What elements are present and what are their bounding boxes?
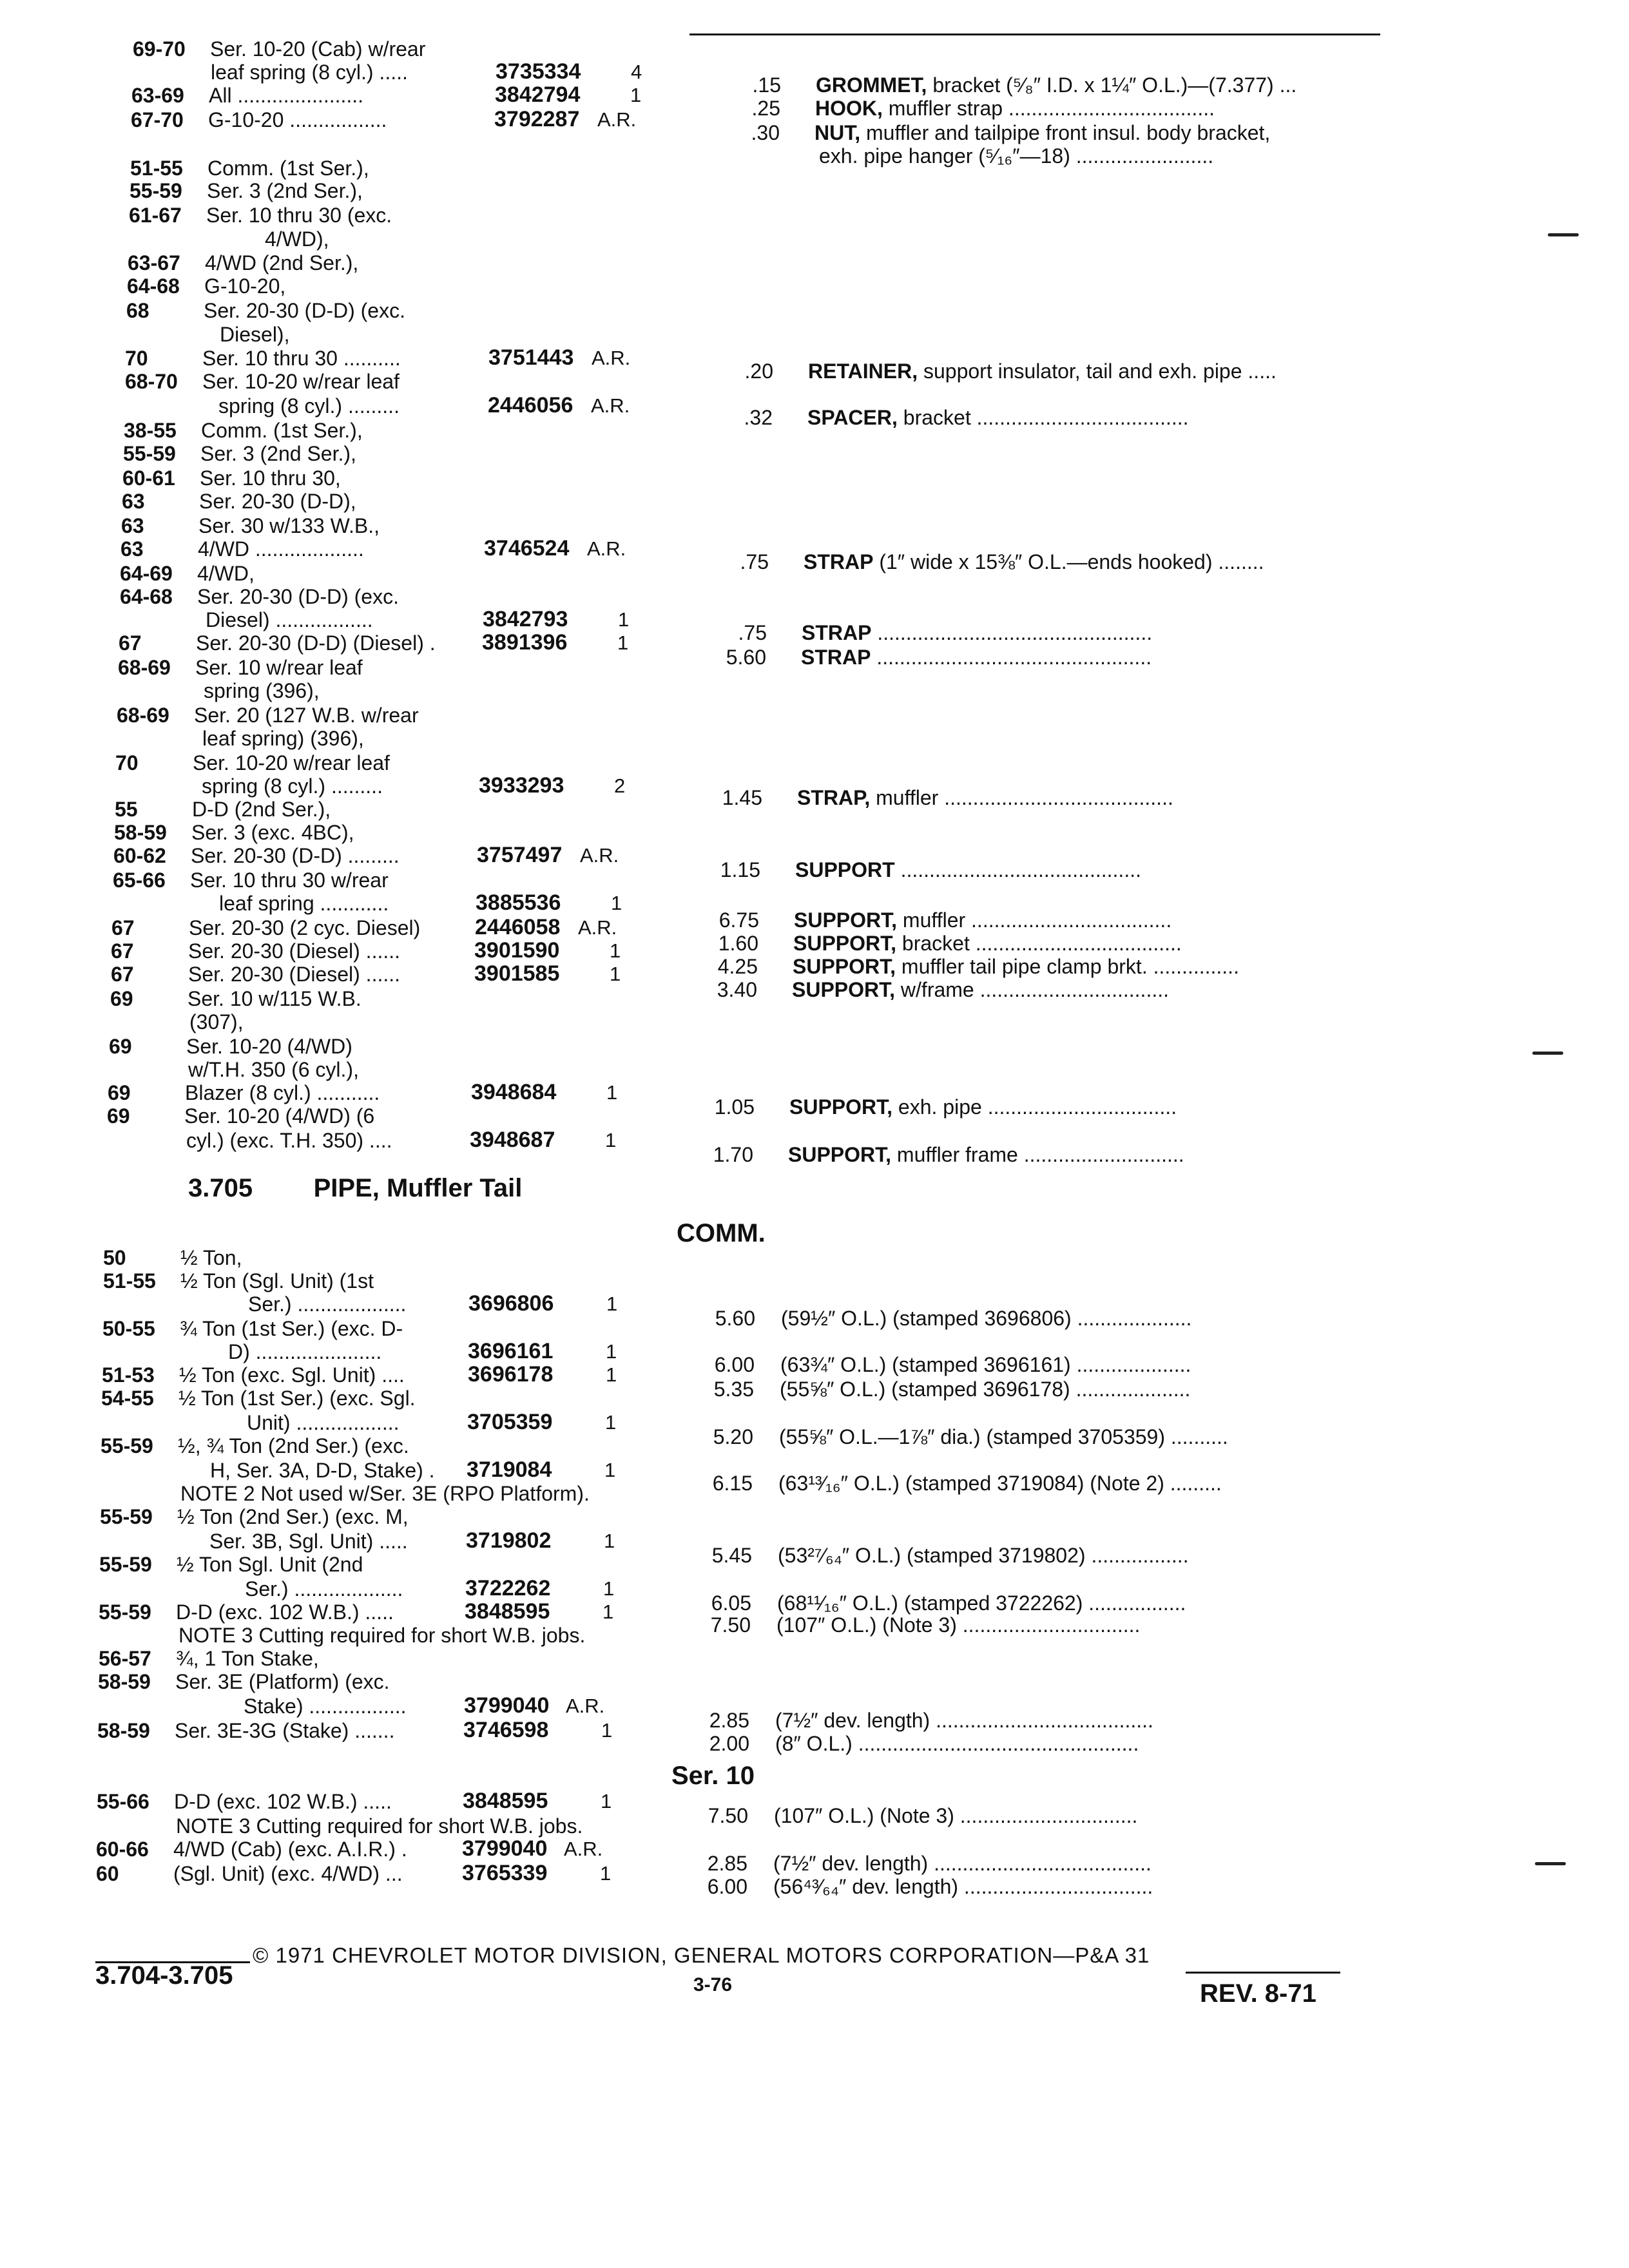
application-text: Ser. 20 (127 W.B. w/rear [194,704,419,727]
application-text: ½, ¾ Ton (2nd Ser.) (exc. [178,1434,409,1457]
footer-rule-right [1186,1972,1340,1974]
year-range: 55-66 [97,1790,149,1813]
margin-mark [1532,1052,1563,1055]
application-text: Ser. 10-20 (Cab) w/rear [210,37,426,61]
item-description [807,407,1189,428]
price: 1.15 [720,858,760,881]
part-number: 3751443 [488,345,574,370]
item-detail: (59½″ O.L.) (stamped 3696806) .................... [781,1307,1192,1330]
item-detail: w/frame ................................. [895,978,1169,1001]
part-number: 3901585 [474,961,560,986]
application-text: Ser. 3 (2nd Ser.), [207,179,363,202]
price: 1.60 [718,932,758,955]
application-text: 4/WD), [265,227,329,251]
item-description [802,622,1152,643]
footer-copyright: © 1971 CHEVROLET MOTOR DIVISION, GENERAL MOTORS CORPORATION—P&A 31 [253,1943,1150,1967]
item-detail: bracket ..................................... [897,406,1189,429]
quantity: A.R. [566,1695,605,1717]
application-text: Ser. 20-30 (D-D), [199,490,356,513]
year-range: 67 [119,631,142,655]
item-name: SUPPORT, [792,978,896,1001]
quantity: A.R. [597,108,637,131]
quantity: 1 [618,608,630,631]
item-description [815,98,1215,119]
quantity: 1 [600,1862,612,1885]
item-description [775,1710,1153,1731]
application-text: Ser. 10 thru 30 .......... [202,347,401,370]
item-description [793,956,1239,977]
quantity: A.R. [587,537,626,560]
item-description [774,1805,1137,1826]
item-detail: (1″ wide x 15⅜″ O.L.—ends hooked) ........ [873,550,1264,573]
item-detail: .......................................... [894,858,1141,881]
price: .32 [744,406,773,429]
quantity: 1 [610,963,621,985]
year-range: 55-59 [101,1434,153,1457]
item-detail: muffler strap .................................... [882,97,1215,120]
item-name: STRAP, [797,786,871,809]
year-range: 64-68 [120,585,173,608]
footer-revision: REV. 8-71 [1200,1979,1316,2008]
application-text: Ser. 3 (exc. 4BC), [191,821,354,844]
application-text: Ser. 20-30 (D-D) (exc. [204,299,405,322]
item-name: SUPPORT, [793,932,897,955]
item-description [797,787,1173,808]
item-name: SUPPORT, [789,1095,893,1119]
year-range: 67-70 [131,108,184,131]
item-description [788,1144,1184,1165]
item-name: SUPPORT [795,858,895,881]
quantity: 1 [606,1363,617,1386]
year-range: 67 [111,939,134,963]
price: 6.00 [714,1353,755,1376]
year-range: 69 [108,1081,131,1104]
part-number: 3719802 [466,1528,552,1553]
item-detail: bracket (⁵⁄₈″ I.D. x 1¼″ O.L.)—(7.377) ... [927,73,1297,97]
year-range: 58-59 [98,1670,151,1693]
quantity: 1 [602,1600,614,1623]
item-description [773,1876,1153,1897]
application-text: Ser. 20-30 (D-D) ......... [191,844,400,867]
application-text: Ser. 30 w/133 W.B., [198,514,380,537]
item-description [789,1097,1177,1117]
application-text: ¾, 1 Ton Stake, [176,1647,319,1670]
ser10-heading: Ser. 10 [671,1762,755,1790]
quantity: 1 [605,1129,617,1151]
part-number: 3948687 [470,1128,555,1152]
item-description [780,1379,1190,1399]
part-number: 3799040 [464,1693,550,1718]
application-text: ½ Ton (2nd Ser.) (exc. M, [177,1505,409,1528]
part-number: 3696161 [468,1339,554,1363]
item-name: STRAP [802,621,872,644]
part-number: 3799040 [462,1836,548,1861]
application-text: 4/WD ................... [198,537,364,561]
part-number: 3746524 [484,536,570,561]
year-range: 68 [126,299,149,322]
item-description [775,1733,1139,1754]
application-text: G-10-20, [204,274,286,298]
item-detail: ................................................ [871,646,1152,669]
year-range: 70 [125,347,148,370]
item-detail: (55⅝″ O.L.—1⅞″ dia.) (stamped 3705359) .......... [779,1425,1228,1448]
price: 1.70 [713,1143,753,1166]
application-text: Blazer (8 cyl.) ........... [185,1081,380,1104]
price: .25 [751,97,780,120]
item-detail: (8″ O.L.) ................................................. [775,1732,1139,1755]
item-detail: (107″ O.L.) (Note 3) ............................... [774,1804,1138,1827]
year-range: 58-59 [114,821,167,844]
item-description [778,1545,1189,1566]
application-text: (Sgl. Unit) (exc. 4/WD) ... [173,1862,403,1885]
year-range: 65-66 [113,869,166,892]
application-text: D-D (exc. 102 W.B.) ..... [174,1790,392,1813]
part-number: 3757497 [477,843,563,867]
item-name: RETAINER, [808,360,918,383]
application-text: H, Ser. 3A, D-D, Stake) . [210,1459,435,1482]
price: 2.00 [709,1732,749,1755]
year-range: 60-61 [122,466,175,490]
quantity: 1 [601,1719,613,1742]
application-text: ½ Ton (exc. Sgl. Unit) .... [179,1363,405,1387]
item-description [778,1473,1222,1494]
application-text: NOTE 3 Cutting required for short W.B. jobs. [176,1814,583,1838]
application-text: Unit) .................. [247,1411,400,1434]
price: .30 [751,121,780,144]
part-number: 3842794 [495,82,581,107]
item-detail: muffler ................................... [897,908,1172,932]
price: 6.15 [712,1472,753,1495]
part-number: 3696178 [468,1362,554,1387]
margin-mark [1535,1862,1566,1865]
item-description [794,910,1171,930]
item-description [815,122,1270,143]
part-number: 3765339 [462,1861,548,1885]
price: 6.05 [711,1591,751,1615]
part-number: 3891396 [482,630,568,655]
quantity: 2 [614,774,626,797]
item-detail: (63¹³⁄₁₆″ O.L.) (stamped 3719084) (Note 2) ......... [778,1472,1222,1495]
application-text: spring (8 cyl.) ......... [218,394,400,418]
application-text: spring (396), [204,679,320,702]
year-range: 69 [107,1104,130,1128]
part-number: 3705359 [467,1410,553,1434]
item-detail: muffler tail pipe clamp brkt. ............... [896,955,1239,978]
quantity: 1 [601,1790,612,1812]
year-range: 54-55 [101,1387,154,1410]
item-detail: (56⁴³⁄₆₄″ dev. length) ................................. [773,1875,1153,1898]
year-range: 70 [115,751,139,774]
quantity: A.R. [564,1838,603,1860]
year-range: 55-59 [99,1600,151,1624]
price: .20 [744,360,773,383]
application-text: Ser. 3E-3G (Stake) ....... [175,1719,395,1742]
item-description [801,647,1152,668]
price: 7.50 [710,1613,751,1637]
section-number: 3.705 [188,1174,253,1202]
year-range: 60-66 [96,1838,149,1861]
item-detail: (53²⁷⁄₆₄″ O.L.) (stamped 3719802) ................. [778,1544,1189,1567]
year-range: 63 [122,490,145,513]
section-heading [188,1175,522,1201]
application-text: Ser. 20-30 (Diesel) ...... [188,939,401,963]
item-detail: muffler ........................................ [870,786,1173,809]
application-text: Diesel) ................. [206,608,373,631]
year-range: 55-59 [99,1553,152,1576]
quantity: A.R. [591,394,630,417]
year-range: 69 [109,1035,132,1058]
application-text: leaf spring (8 cyl.) ..... [211,61,408,84]
application-text: 4/WD (2nd Ser.), [205,251,359,274]
application-text: G-10-20 ................. [208,108,387,131]
part-number: 3792287 [494,107,580,131]
item-detail: muffler and tailpipe front insul. body bracket, [860,121,1271,144]
year-range: 58-59 [97,1719,150,1742]
item-description [792,979,1169,1000]
application-text: Ser. 3E (Platform) (exc. [175,1670,390,1693]
year-range: 38-55 [124,419,177,442]
application-text: Ser. 20-30 (2 cyc. Diesel) [189,916,421,939]
application-text: Ser. 10-20 w/rear leaf [202,370,400,393]
quantity: 1 [606,1340,617,1363]
item-name: GROMMET, [816,73,927,97]
item-description [773,1853,1152,1874]
item-detail: bracket .................................... [896,932,1182,955]
application-text: D-D (2nd Ser.), [192,798,331,821]
application-text: leaf spring) (396), [202,727,364,750]
year-range: 60 [96,1862,119,1885]
application-text: Ser. 10-20 w/rear leaf [193,751,390,774]
application-text: Ser. 20-30 (D-D) (Diesel) . [196,631,436,655]
price: 2.85 [709,1709,749,1732]
application-text: NOTE 3 Cutting required for short W.B. jobs. [178,1624,586,1647]
year-range: 51-55 [130,157,183,180]
quantity: 1 [605,1411,617,1434]
application-text: w/T.H. 350 (6 cyl.), [188,1058,359,1081]
year-range: 60-62 [113,844,166,867]
price: 5.45 [711,1544,752,1567]
item-description [780,1354,1191,1375]
application-text: Ser. 10 w/rear leaf [195,656,363,679]
application-text: (307), [189,1010,244,1033]
part-number: 3735334 [496,59,581,84]
quantity: A.R. [592,347,631,369]
application-text: Comm. (1st Ser.), [207,157,369,180]
year-range: 64-69 [120,562,173,585]
year-range: 50 [103,1246,126,1269]
year-range: 55-59 [123,442,176,465]
quantity: 1 [603,1577,615,1600]
part-number: 3719084 [467,1457,552,1482]
application-text: Ser. 3 (2nd Ser.), [200,442,356,465]
price: 2.85 [707,1852,747,1875]
application-text: Ser.) ................... [248,1293,407,1316]
application-text: leaf spring ............ [219,892,389,915]
item-description [776,1615,1140,1635]
price: 1.05 [714,1095,755,1119]
quantity: 1 [606,1293,618,1315]
item-detail: ................................................ [871,621,1153,644]
item-name: SUPPORT, [793,955,896,978]
part-number: 3885536 [476,890,561,915]
year-range: 69-70 [133,37,186,61]
item-name: HOOK, [815,97,883,120]
application-text: Ser.) ................... [245,1577,403,1600]
item-name: STRAP [801,646,871,669]
part-number: 3722262 [465,1576,551,1600]
part-number: 3842793 [483,607,568,631]
year-range: 51-55 [103,1269,156,1293]
quantity: A.R. [580,844,619,867]
application-text: cyl.) (exc. T.H. 350) .... [186,1129,392,1152]
application-text: ½ Ton, [180,1246,242,1269]
year-range: 68-70 [125,370,178,393]
year-range: 55-59 [130,179,182,202]
application-text: All ...................... [209,84,364,107]
item-detail: (63¾″ O.L.) (stamped 3696161) .................... [780,1353,1191,1376]
item-description [781,1308,1191,1329]
year-range: 63 [121,514,144,537]
price: 3.40 [717,978,757,1001]
item-description [793,933,1182,954]
part-number: 3901590 [474,938,560,963]
application-text: Ser. 10-20 (4/WD) (6 [184,1104,375,1128]
application-text: Ser. 10 thru 30, [200,466,341,490]
year-range: 63-69 [131,84,184,107]
part-number: 2446056 [488,393,574,418]
year-range: 50-55 [102,1317,155,1340]
price: 7.50 [708,1804,748,1827]
price: 5.60 [726,646,766,669]
application-text: NOTE 2 Not used w/Ser. 3E (RPO Platform). [180,1482,590,1505]
year-range: 63-67 [128,251,180,274]
year-range: 56-57 [99,1647,151,1670]
margin-mark [1548,233,1579,236]
item-description [804,552,1264,572]
item-detail: (68¹¹⁄₁₆″ O.L.) (stamped 3722262) ................. [777,1591,1186,1615]
item-name: NUT, [815,121,861,144]
price: 5.35 [713,1378,754,1401]
price: .75 [738,621,767,644]
part-number: 2446058 [475,915,561,939]
year-range: 61-67 [129,204,182,227]
year-range: 68-69 [117,704,169,727]
item-description [816,75,1296,95]
item-name: SUPPORT, [788,1143,892,1166]
price: .15 [752,73,781,97]
item-detail: muffler frame ............................ [891,1143,1184,1166]
price: .75 [740,550,769,573]
item-detail: (55⅝″ O.L.) (stamped 3696178) .................... [780,1378,1191,1401]
item-detail: exh. pipe ................................. [892,1095,1177,1119]
price: 5.20 [713,1425,753,1448]
application-text: ½ Ton (1st Ser.) (exc. Sgl. [178,1387,416,1410]
item-name: STRAP [804,550,874,573]
part-number: 3933293 [479,773,564,798]
part-number: 3696806 [468,1291,554,1316]
quantity: 4 [631,61,642,83]
item-detail: support insulator, tail and exh. pipe ..... [918,360,1277,383]
application-text: 4/WD, [197,562,255,585]
quantity: 1 [630,84,642,106]
year-range: 55-59 [100,1505,153,1528]
application-text: Ser. 10 thru 30 w/rear [190,869,389,892]
application-text: Comm. (1st Ser.), [201,419,363,442]
item-description [808,361,1277,381]
price: 6.75 [718,908,759,932]
application-text: Ser. 10-20 (4/WD) [186,1035,352,1058]
item-detail: exh. pipe hanger (⁵⁄₁₆″—18) ........................ [819,144,1214,168]
footer-page-number: 3-76 [693,1974,733,1995]
application-text: Ser. 10 w/115 W.B. [188,987,361,1010]
application-text: D) ...................... [228,1340,382,1363]
year-range: 64-68 [127,274,180,298]
item-detail: (7½″ dev. length) ...................................... [773,1852,1152,1875]
year-range: 67 [111,963,134,986]
year-range: 51-53 [102,1363,155,1387]
year-range: 67 [111,916,135,939]
quantity: 1 [610,939,621,962]
application-text: Ser. 20-30 (Diesel) ...... [188,963,401,986]
comm-heading: COMM. [677,1219,766,1247]
quantity: 1 [604,1459,616,1481]
quantity: 1 [606,1081,618,1104]
year-range: 55 [115,798,138,821]
price: 6.00 [707,1875,747,1898]
part-number: 3948684 [471,1080,557,1104]
application-text: D-D (exc. 102 W.B.) ..... [176,1600,394,1624]
quantity: 1 [604,1530,615,1552]
item-name: SPACER, [807,406,898,429]
application-text: Diesel), [220,323,290,346]
item-description [819,146,1213,166]
part-number: 3848595 [463,1789,548,1813]
item-description [777,1593,1186,1613]
item-description [779,1427,1228,1447]
year-range: 68-69 [118,656,171,679]
section-title: PIPE, Muffler Tail [313,1174,523,1202]
application-text: ½ Ton (Sgl. Unit) (1st [180,1269,374,1293]
footer-range: 3.704-3.705 [95,1961,233,1990]
item-name: SUPPORT, [794,908,898,932]
quantity: A.R. [578,916,617,939]
year-range: 69 [110,987,133,1010]
item-description [795,860,1141,880]
application-text: 4/WD (Cab) (exc. A.I.R.) . [173,1838,407,1861]
quantity: 1 [617,631,629,654]
application-text: Ser. 3B, Sgl. Unit) ..... [209,1530,408,1553]
year-range: 63 [120,537,144,561]
item-detail: (107″ O.L.) (Note 3) ............................... [776,1613,1141,1637]
application-text: ¾ Ton (1st Ser.) (exc. D- [180,1317,403,1340]
part-number: 3746598 [463,1718,549,1742]
price: 4.25 [717,955,758,978]
application-text: ½ Ton Sgl. Unit (2nd [177,1553,363,1576]
price: 5.60 [715,1307,755,1330]
application-text: Ser. 20-30 (D-D) (exc. [197,585,399,608]
item-detail: (7½″ dev. length) ...................................... [775,1709,1153,1732]
quantity: 1 [611,892,622,914]
application-text: spring (8 cyl.) ......... [202,774,383,798]
application-text: Ser. 10 thru 30 (exc. [206,204,392,227]
price: 1.45 [722,786,762,809]
application-text: Stake) ................. [244,1695,407,1718]
top-rule [689,34,1380,35]
part-number: 3848595 [465,1599,550,1624]
